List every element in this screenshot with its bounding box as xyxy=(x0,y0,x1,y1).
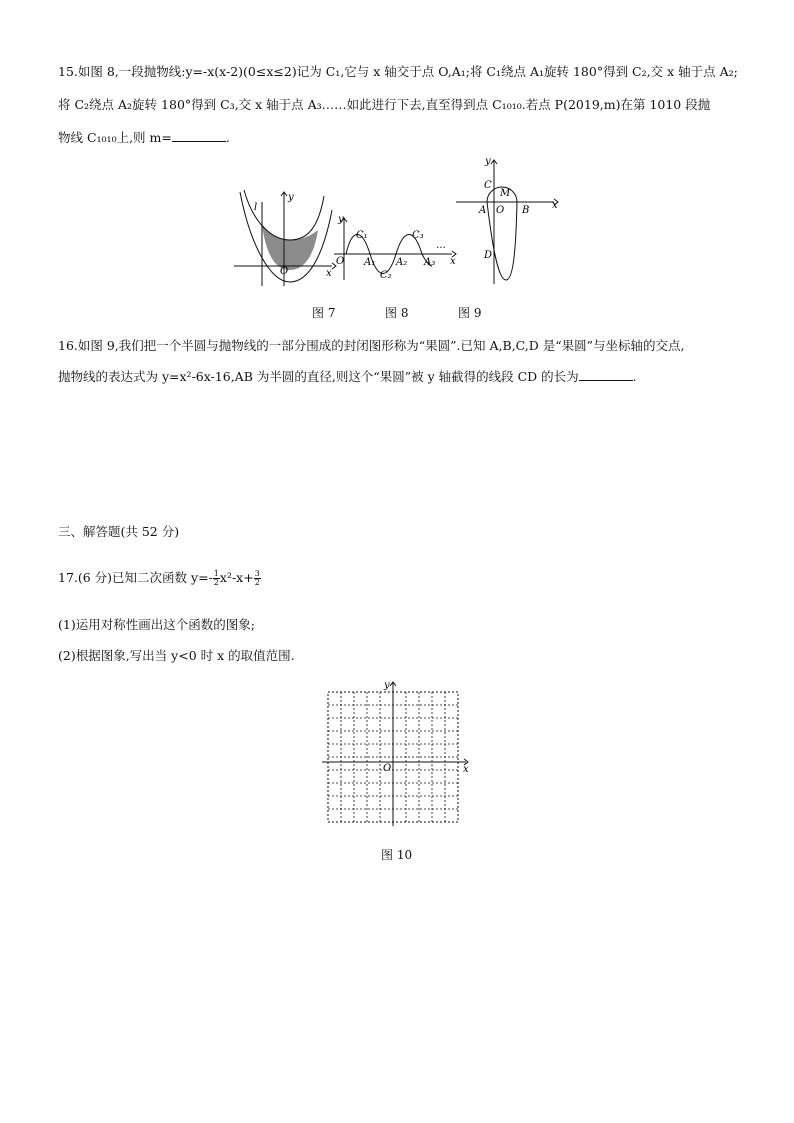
fig9-origin-label: O xyxy=(496,205,505,216)
fig9-x-label: x xyxy=(552,200,558,211)
q15-line-3 xyxy=(58,130,230,146)
fig9-c-label: C xyxy=(484,180,492,191)
q17-part-2: (2)根据图象,写出当 y<0 时 x 的取值范围. xyxy=(58,648,295,663)
fig9-y-label: y xyxy=(485,156,491,167)
fig8-origin-label: O xyxy=(336,256,345,267)
q16-line-1: 16.如图 9,我们把一个半圆与抛物线的一部分围成的封闭图形称为“果圆”.已知 A,B,C,D 是“果圆”与坐标轴的交点, xyxy=(58,338,685,353)
fig8-a3-label: A₃ xyxy=(424,257,436,268)
fig7-l-label: l xyxy=(254,202,258,213)
fig8-c3-label: C₃ xyxy=(412,230,424,241)
q15-line-3-text: 物线 C₁₀₁₀上,则 m= xyxy=(58,130,172,145)
q17-stem-mid: x²-x+ xyxy=(219,570,254,585)
q15-line-1: 15.如图 8,一段抛物线:y=-x(x-2)(0≤x≤2)记为 C₁,它与 x 轴交于点 O,A₁;将 C₁绕点 A₁旋转 180°得到 C₂,交 x 轴于点 A₂; xyxy=(58,64,738,79)
q16-line-2 xyxy=(58,369,637,385)
fig8-a1-label: A₁ xyxy=(364,257,376,268)
q15-line-3-end: . xyxy=(225,130,230,145)
frac-numerator: 3 xyxy=(254,569,260,578)
fig9-b-label: B xyxy=(522,205,530,216)
figure-9 xyxy=(454,156,560,286)
fig8-y-label: y xyxy=(338,214,344,225)
q16-line-2-end: . xyxy=(632,369,637,384)
fig7-x-label: x xyxy=(326,268,332,279)
answer-blank xyxy=(172,130,226,142)
fig10-x-label: x xyxy=(463,764,469,775)
answer-blank xyxy=(579,369,633,381)
q17-stem xyxy=(58,570,261,587)
fig10-y-label: y xyxy=(384,680,390,691)
fig8-x-label: x xyxy=(450,256,456,267)
shaded-region xyxy=(262,224,318,270)
fig8-c1-label: C₁ xyxy=(356,230,368,241)
q17-part-1: (1)运用对称性画出这个函数的图象; xyxy=(58,617,255,632)
fig10-caption: 图 10 xyxy=(381,848,413,862)
fig7-y-label: y xyxy=(288,192,294,203)
figure-8 xyxy=(332,210,458,282)
fig9-caption: 图 9 xyxy=(458,306,482,320)
frac-numerator: 1 xyxy=(213,569,219,578)
q16-line-2-text: 抛物线的表达式为 y=x²-6x-16,AB 为半圆的直径,则这个“果圆”被 y 轴截得的线段 CD 的长为 xyxy=(58,369,579,384)
fig9-m-label: M xyxy=(500,188,511,199)
fig8-a2-label: A₂ xyxy=(396,257,408,268)
fig8-ellipsis: … xyxy=(436,240,446,251)
fraction-three-halves xyxy=(254,570,261,587)
q15-line-2: 将 C₂绕点 A₂旋转 180°得到 C₃,交 x 轴于点 A₃……如此进行下去,直至得到点 C₁₀₁₀.若点 P(2019,m)在第 1010 段抛 xyxy=(58,97,711,112)
fig8-caption: 图 8 xyxy=(385,306,409,320)
q17-stem-prefix: 17.(6 分)已知二次函数 y=- xyxy=(58,570,213,585)
frac-denominator: 2 xyxy=(213,578,219,587)
section-3-title: 三、解答题(共 52 分) xyxy=(58,524,180,539)
fraction-one-half xyxy=(213,570,220,587)
fig9-d-label: D xyxy=(484,250,493,261)
fig10-origin-label: O xyxy=(383,763,392,774)
figure-10-grid xyxy=(322,678,472,828)
frac-denominator: 2 xyxy=(254,578,260,587)
figure-7 xyxy=(232,190,338,286)
fig7-origin-label: O xyxy=(280,266,289,277)
fig9-a-label: A xyxy=(479,205,487,216)
fig7-caption: 图 7 xyxy=(312,306,336,320)
fig8-c2-label: C₂ xyxy=(380,270,392,281)
